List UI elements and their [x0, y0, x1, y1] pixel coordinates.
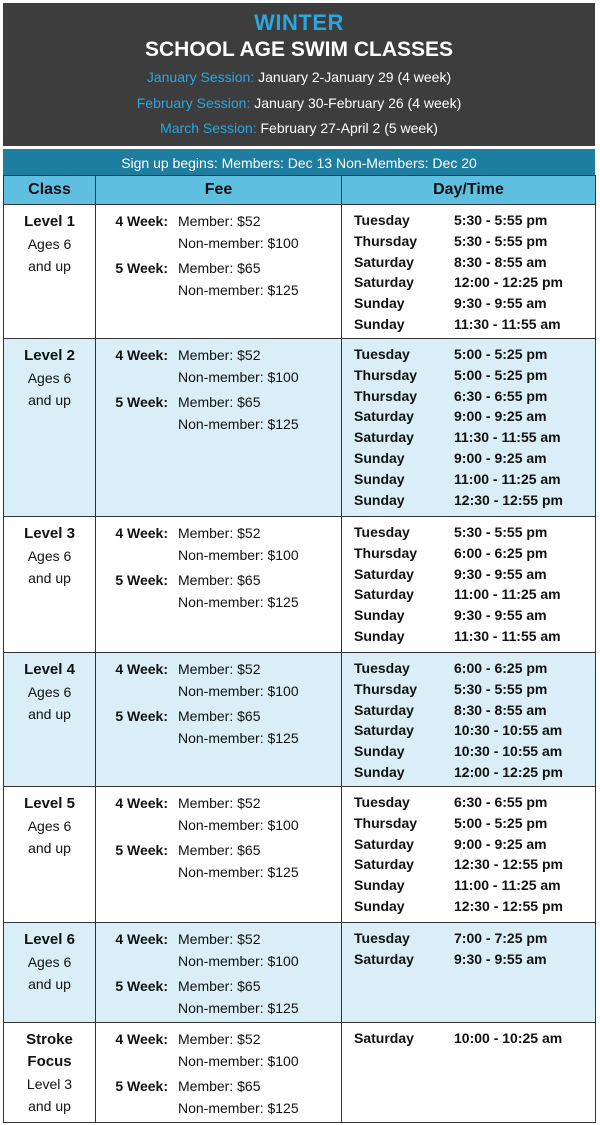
schedule-time: 5:30 - 5:55 pm: [454, 680, 548, 697]
schedule-entry: [342, 469, 595, 490]
schedule-day: Saturday: [354, 856, 414, 873]
schedule-time: 5:00 - 5:25 pm: [454, 346, 548, 362]
schedule-entry: [342, 762, 595, 783]
schedule-time: 5:30 - 5:55 pm: [454, 524, 548, 540]
schedule-cell: [342, 653, 596, 787]
schedule-time: 5:00 - 5:25 pm: [454, 814, 548, 831]
schedule-cell: [342, 517, 596, 653]
schedule-day: Sunday: [354, 470, 405, 487]
fee-5-week: [96, 391, 341, 435]
fee-nonmember: Non-member: $100: [178, 369, 299, 385]
schedule-day: Sunday: [354, 449, 405, 466]
schedule-time: 9:00 - 9:25 am: [454, 408, 547, 425]
fee-cell: [96, 339, 342, 517]
column-header-class: Class: [4, 176, 96, 205]
schedule-time: 7:00 - 7:25 pm: [454, 930, 548, 946]
schedule-day: Saturday: [354, 274, 414, 291]
fee-member: Member: $65: [178, 1078, 261, 1094]
fee-nonmember: Non-member: $125: [178, 1100, 299, 1116]
schedule-time: 5:30 - 5:55 pm: [454, 212, 548, 228]
schedule-time: 6:30 - 6:55 pm: [454, 794, 548, 810]
schedule-day: Sunday: [354, 763, 405, 780]
fee-cell: [96, 205, 342, 339]
fee-week-label: 5 Week:: [115, 572, 168, 588]
table-row: [4, 517, 596, 653]
class-age-suffix: and up: [28, 706, 71, 722]
class-cell: [4, 653, 96, 787]
schedule-day: Tuesday: [354, 212, 410, 228]
schedule-time: 10:00 - 10:25 am: [454, 1030, 563, 1046]
schedule-day: Saturday: [354, 701, 414, 718]
schedule-entry: [342, 386, 595, 407]
class-cell: [4, 787, 96, 923]
class-age-suffix: and up: [28, 570, 71, 586]
schedule-time: 12:30 - 12:55 pm: [454, 897, 563, 914]
page-title: SCHOOL AGE SWIM CLASSES: [144, 38, 454, 61]
class-name: Level 2: [24, 347, 75, 364]
class-name: Level 6: [24, 931, 75, 948]
schedule-time: 9:30 - 9:55 am: [454, 950, 547, 967]
schedule-day: Saturday: [354, 1030, 414, 1046]
schedule-day: Saturday: [354, 429, 414, 446]
schedule-entry: [342, 406, 595, 427]
schedule-day: Sunday: [354, 491, 405, 508]
fee-week-label: 5 Week:: [115, 260, 168, 276]
fee-4-week: [96, 344, 341, 388]
schedule-day: Sunday: [354, 607, 405, 624]
schedule-day: Saturday: [354, 722, 414, 739]
session-label: January Session:: [146, 69, 255, 85]
schedule-time: 10:30 - 10:55 am: [454, 722, 563, 739]
schedule-entry: [342, 448, 595, 469]
schedule-day: Thursday: [354, 366, 418, 383]
session-label: March Session:: [160, 120, 257, 136]
fee-week-label: 4 Week:: [115, 795, 168, 811]
fee-member: Member: $52: [178, 525, 261, 541]
schedule-time: 9:30 - 9:55 am: [454, 565, 547, 582]
schedule-day: Tuesday: [354, 524, 410, 540]
schedule-entry: [342, 700, 595, 721]
fee-nonmember: Non-member: $125: [178, 416, 299, 432]
schedule-day: Thursday: [354, 387, 418, 404]
schedule-time: 8:30 - 8:55 am: [454, 701, 547, 718]
fee-nonmember: Non-member: $125: [178, 864, 299, 880]
season-title: WINTER: [254, 10, 344, 35]
schedule-time: 12:00 - 12:25 pm: [454, 274, 563, 291]
schedule-time: 6:00 - 6:25 pm: [454, 544, 548, 561]
fee-4-week: [96, 522, 341, 566]
schedule-time: 11:30 - 11:55 am: [454, 429, 561, 446]
table-row: [4, 923, 596, 1023]
schedule-entry: [342, 928, 595, 949]
fee-nonmember: Non-member: $125: [178, 730, 299, 746]
table-row: [4, 205, 596, 339]
fee-member: Member: $65: [178, 978, 261, 994]
fee-nonmember: Non-member: $100: [178, 683, 299, 699]
fee-member: Member: $65: [178, 394, 261, 410]
fee-cell: [96, 787, 342, 923]
class-cell: [4, 339, 96, 517]
table-row: [4, 653, 596, 787]
fee-week-label: 5 Week:: [115, 978, 168, 994]
fee-4-week: [96, 1028, 341, 1072]
schedule-day: Saturday: [354, 408, 414, 425]
fee-5-week: [96, 569, 341, 613]
schedule-day: Sunday: [354, 897, 405, 914]
fee-week-label: 5 Week:: [115, 1078, 168, 1094]
schedule-entry: [342, 344, 595, 365]
fee-5-week: [96, 839, 341, 883]
session-february: [3, 91, 595, 117]
class-cell: [4, 923, 96, 1023]
fee-4-week: [96, 210, 341, 254]
session-march: [3, 116, 595, 142]
schedule-entry: [342, 720, 595, 741]
fee-member: Member: $52: [178, 931, 261, 947]
schedule-time: 11:30 - 11:55 am: [454, 315, 561, 332]
schedule-time: 9:00 - 9:25 am: [454, 449, 547, 466]
schedule-entry: [342, 365, 595, 386]
class-age: Ages 6: [27, 548, 72, 564]
fee-member: Member: $52: [178, 1031, 261, 1047]
schedule-time: 9:00 - 9:25 am: [454, 835, 547, 852]
fee-nonmember: Non-member: $125: [178, 594, 299, 610]
schedule-entry: [342, 252, 595, 273]
schedule-entry: [342, 522, 595, 543]
session-dates: February 27-April 2 (5 week): [260, 120, 438, 136]
class-name: Stroke: [26, 1031, 73, 1048]
schedule-entry: [342, 293, 595, 314]
schedule-day: Sunday: [354, 315, 405, 332]
table-row: [4, 787, 596, 923]
fee-week-label: 4 Week:: [115, 213, 168, 229]
fee-member: Member: $52: [178, 661, 261, 677]
schedule-entry: [342, 875, 595, 896]
fee-week-label: 4 Week:: [115, 347, 168, 363]
class-age: Ages 6: [27, 370, 72, 386]
schedule-entry: [342, 949, 595, 970]
schedule-day: Tuesday: [354, 660, 410, 676]
schedule-entry: [342, 564, 595, 585]
class-name-line2: Focus: [27, 1053, 72, 1070]
schedule-day: Saturday: [354, 565, 414, 582]
schedule-entry: [342, 543, 595, 564]
schedule-time: 10:30 - 10:55 am: [454, 743, 563, 760]
fee-week-label: 4 Week:: [115, 1031, 168, 1047]
fee-cell: [96, 517, 342, 653]
class-name: Level 3: [24, 525, 75, 542]
schedule-entry: [342, 679, 595, 700]
schedule-entry: [342, 626, 595, 647]
schedule-entry: [342, 896, 595, 917]
table-header-row: [4, 176, 596, 205]
fee-nonmember: Non-member: $100: [178, 547, 299, 563]
schedule-day: Thursday: [354, 680, 418, 697]
fee-4-week: [96, 928, 341, 972]
schedule-time: 11:00 - 11:25 am: [454, 586, 561, 603]
schedule-day: Sunday: [354, 627, 405, 644]
fee-week-label: 4 Week:: [115, 525, 168, 541]
schedule-day: Tuesday: [354, 794, 410, 810]
schedule-entry: [342, 658, 595, 679]
fee-nonmember: Non-member: $100: [178, 817, 299, 833]
fee-week-label: 4 Week:: [115, 931, 168, 947]
fee-5-week: [96, 257, 341, 301]
fee-5-week: [96, 975, 341, 1019]
class-age: Ages 6: [27, 236, 72, 252]
fee-cell: [96, 653, 342, 787]
fee-week-label: 4 Week:: [115, 661, 168, 677]
schedule-time: 11:00 - 11:25 am: [454, 877, 561, 894]
class-age: Ages 6: [27, 818, 72, 834]
schedule-entry: [342, 605, 595, 626]
class-age-suffix: and up: [28, 392, 71, 408]
schedule-time: 5:00 - 5:25 pm: [454, 366, 548, 383]
class-age-suffix: and up: [28, 1098, 71, 1114]
schedule-day: Thursday: [354, 232, 418, 249]
column-header-fee: Fee: [96, 176, 342, 205]
class-age-suffix: and up: [28, 258, 71, 274]
schedule-day: Saturday: [354, 950, 414, 967]
schedule-cell: [342, 787, 596, 923]
schedule-time: 6:30 - 6:55 pm: [454, 387, 548, 404]
schedule-time: 11:00 - 11:25 am: [454, 470, 561, 487]
schedule-entry: [342, 490, 595, 511]
fee-week-label: 5 Week:: [115, 842, 168, 858]
schedule-day: Tuesday: [354, 930, 410, 946]
schedule-entry: [342, 834, 595, 855]
class-cell: [4, 205, 96, 339]
schedule-cell: [342, 1023, 596, 1123]
class-age-suffix: and up: [28, 840, 71, 856]
schedule-day: Saturday: [354, 253, 414, 270]
session-label: February Session:: [136, 94, 251, 111]
fee-member: Member: $65: [178, 842, 261, 858]
fee-cell: [96, 1023, 342, 1123]
fee-member: Member: $65: [178, 708, 261, 724]
schedule-day: Thursday: [354, 814, 418, 831]
schedule-entry: [342, 1028, 595, 1049]
schedule-time: 12:00 - 12:25 pm: [454, 763, 563, 780]
class-age: Ages 6: [27, 684, 72, 700]
schedule-day: Thursday: [354, 544, 418, 561]
schedule-entry: [342, 231, 595, 252]
schedule-day: Tuesday: [354, 346, 410, 362]
schedule-day: Sunday: [354, 743, 405, 760]
fee-5-week: [96, 705, 341, 749]
schedule-entry: [342, 792, 595, 813]
fee-4-week: [96, 658, 341, 702]
signup-banner: Sign up begins: Members: Dec 13 Non-Members: Dec 20: [3, 146, 595, 175]
fee-member: Member: $65: [178, 260, 261, 276]
schedule-entry: [342, 272, 595, 293]
fee-nonmember: Non-member: $100: [178, 235, 299, 251]
schedule-entry: [342, 314, 595, 335]
class-name: Level 5: [24, 795, 75, 812]
fee-nonmember: Non-member: $100: [178, 1053, 299, 1069]
schedule-entry: [342, 813, 595, 834]
schedule-time: 12:30 - 12:55 pm: [454, 856, 563, 873]
schedule-time: 5:30 - 5:55 pm: [454, 232, 548, 249]
schedule-day: Sunday: [354, 295, 405, 312]
fee-week-label: 5 Week:: [115, 708, 168, 724]
session-dates: January 2-January 29 (4 week): [258, 69, 452, 85]
class-table: [3, 175, 596, 1123]
schedule-time: 6:00 - 6:25 pm: [454, 660, 548, 676]
schedule-day: Sunday: [354, 877, 405, 894]
fee-week-label: 5 Week:: [115, 394, 168, 410]
fee-nonmember: Non-member: $125: [178, 282, 299, 298]
schedule-entry: [342, 427, 595, 448]
swim-class-schedule: [3, 3, 595, 1123]
fee-member: Member: $52: [178, 347, 261, 363]
table-row: [4, 1023, 596, 1123]
fee-member: Member: $52: [178, 795, 261, 811]
schedule-cell: [342, 923, 596, 1023]
schedule-entry: [342, 741, 595, 762]
class-age-suffix: and up: [28, 976, 71, 992]
fee-nonmember: Non-member: $100: [178, 953, 299, 969]
schedule-entry: [342, 584, 595, 605]
class-age: Ages 6: [27, 954, 72, 970]
schedule-time: 9:30 - 9:55 am: [454, 607, 547, 624]
class-name: Level 1: [24, 213, 75, 230]
fee-member: Member: $52: [178, 213, 261, 229]
fee-nonmember: Non-member: $125: [178, 1000, 299, 1016]
class-cell: [4, 517, 96, 653]
session-january: [3, 65, 595, 91]
schedule-cell: [342, 339, 596, 517]
class-name: Level 4: [24, 661, 75, 678]
fee-5-week: [96, 1075, 341, 1119]
schedule-time: 11:30 - 11:55 am: [454, 627, 561, 644]
fee-4-week: [96, 792, 341, 836]
schedule-entry: [342, 210, 595, 231]
class-cell: [4, 1023, 96, 1123]
class-age: Level 3: [26, 1076, 73, 1092]
schedule-day: Saturday: [354, 586, 414, 603]
column-header-daytime: Day/Time: [342, 176, 596, 205]
schedule-time: 12:30 - 12:55 pm: [454, 491, 563, 508]
fee-member: Member: $65: [178, 572, 261, 588]
schedule-entry: [342, 854, 595, 875]
schedule-header: [3, 3, 595, 146]
fee-cell: [96, 923, 342, 1023]
schedule-time: 9:30 - 9:55 am: [454, 295, 547, 312]
table-row: [4, 339, 596, 517]
session-dates: January 30-February 26 (4 week): [254, 94, 462, 111]
schedule-time: 8:30 - 8:55 am: [454, 253, 547, 270]
schedule-cell: [342, 205, 596, 339]
schedule-day: Saturday: [354, 835, 414, 852]
